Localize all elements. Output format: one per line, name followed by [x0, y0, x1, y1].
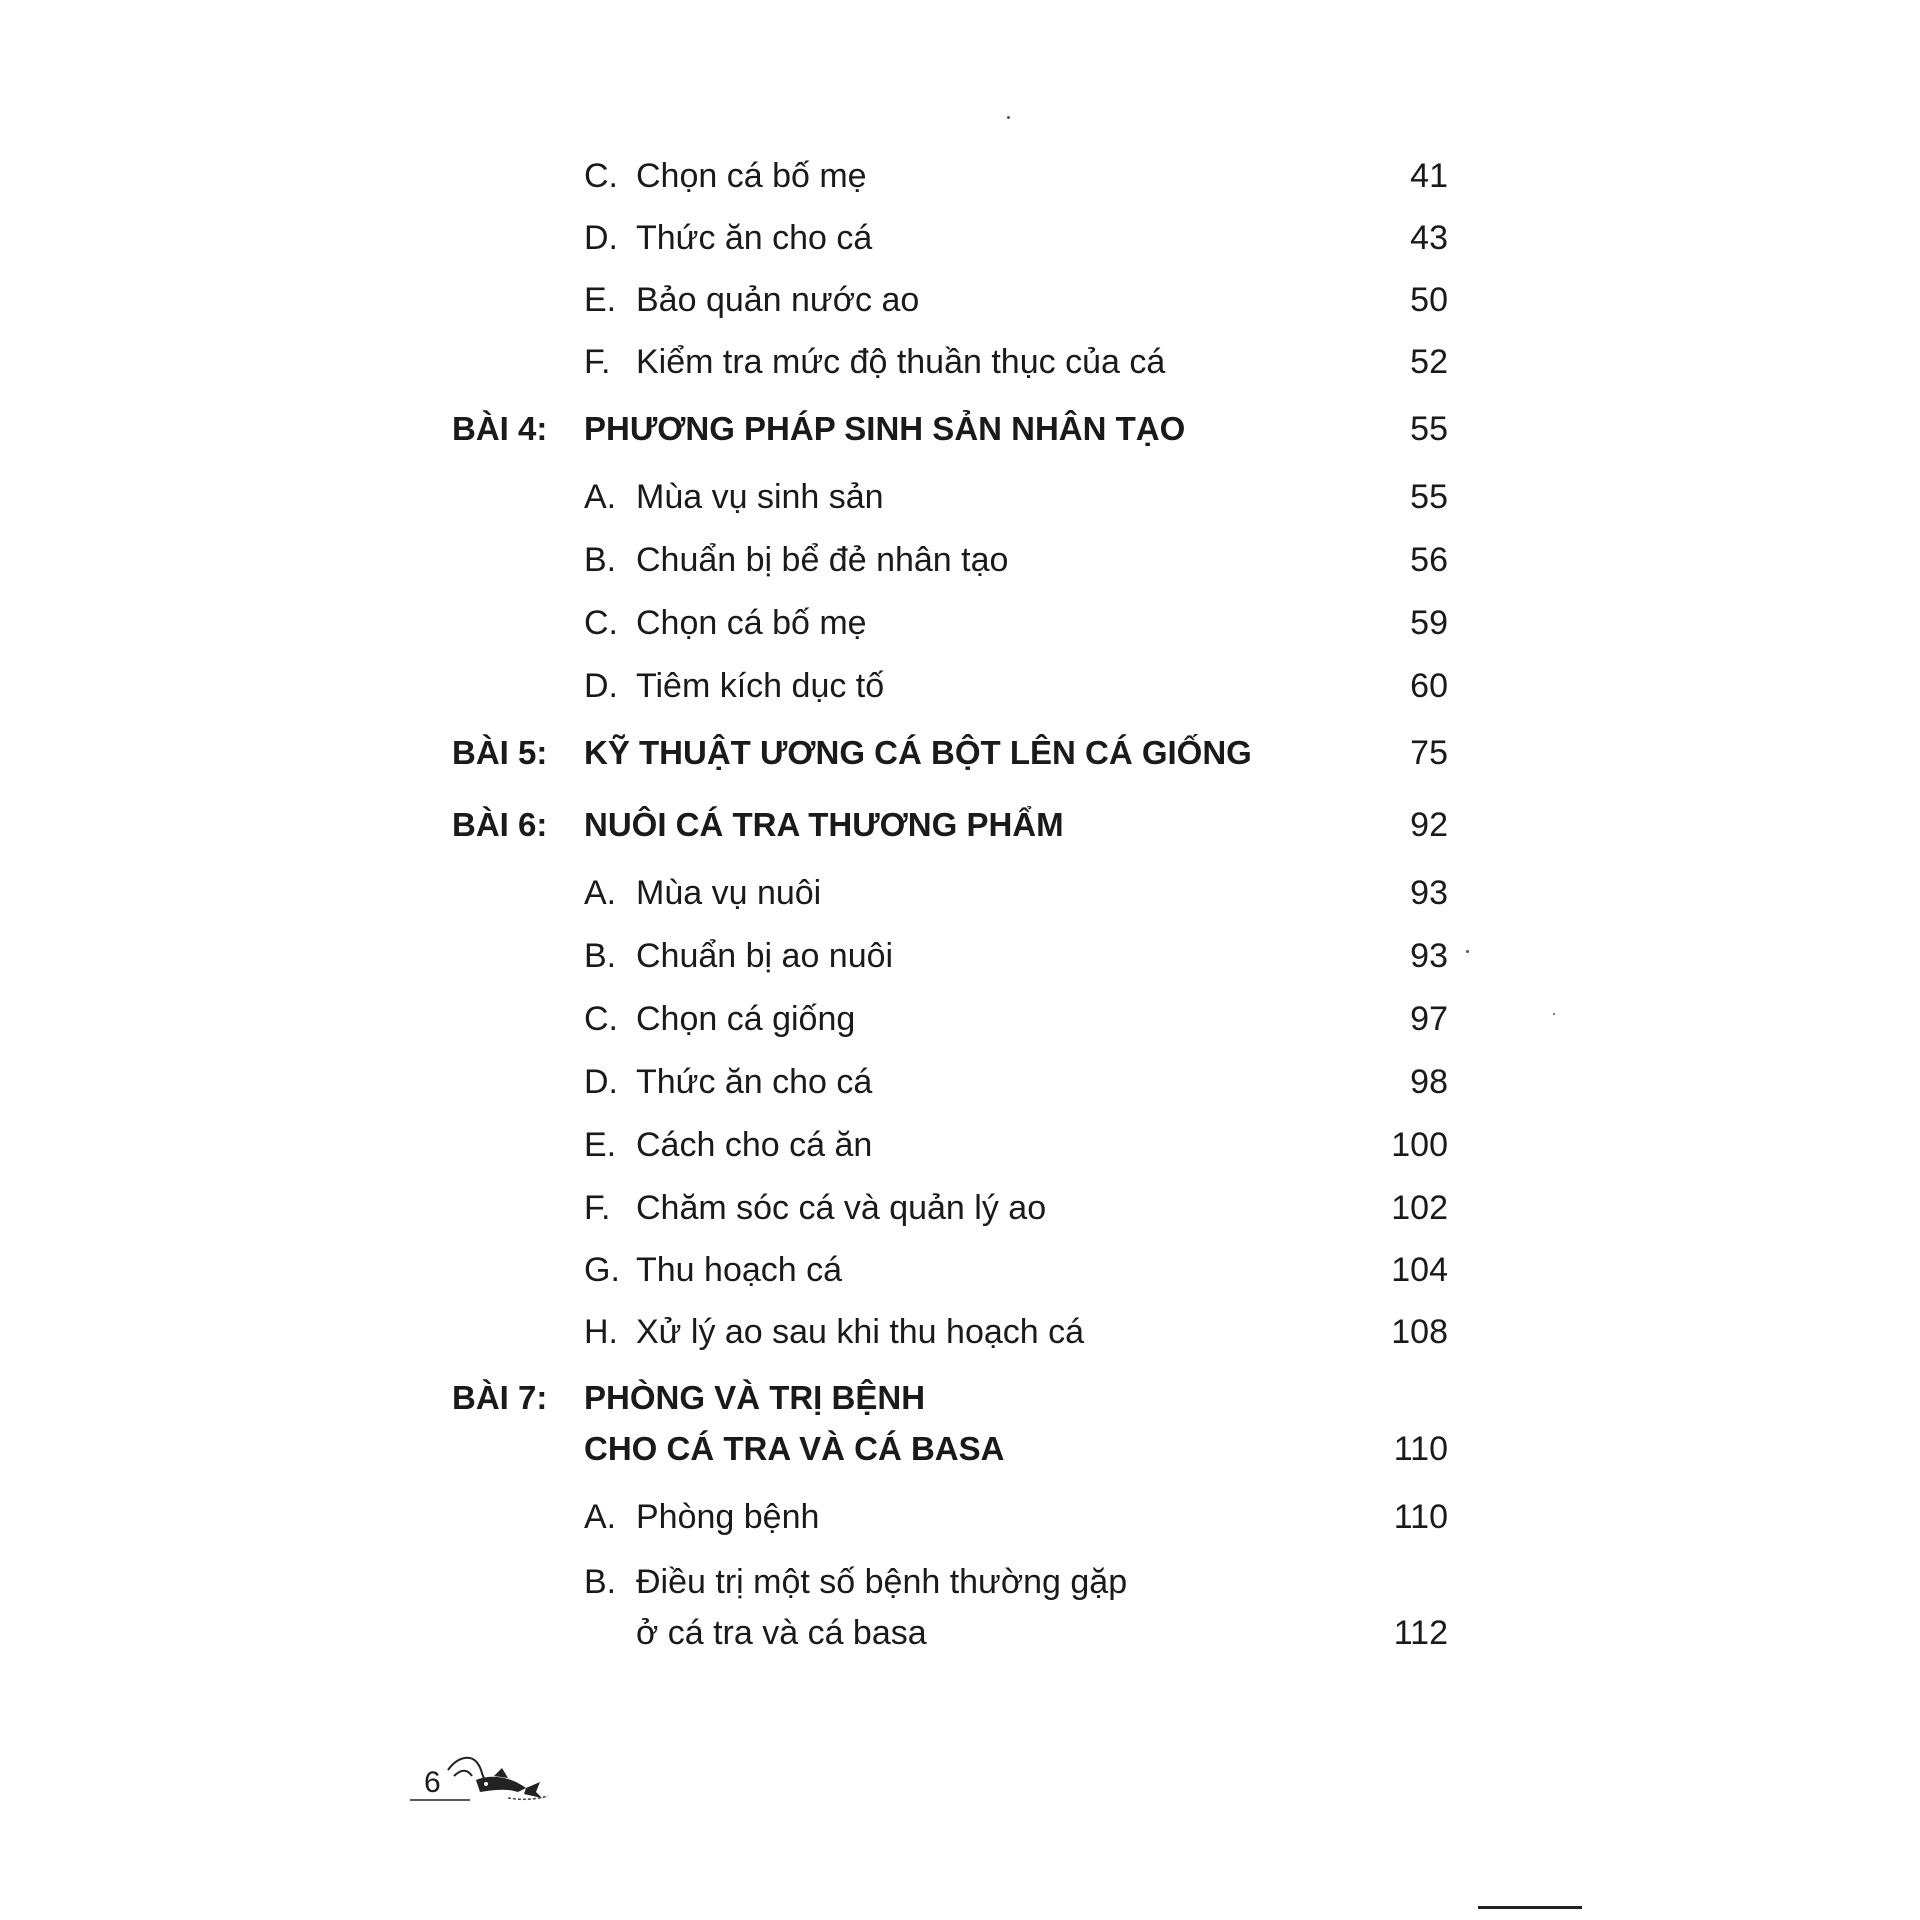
toc-entry-page: 97: [1410, 1000, 1448, 1038]
toc-entry-title: H. Xử lý ao sau khi thu hoạch cá: [584, 1310, 1084, 1354]
toc-entry-letter: D.: [584, 219, 618, 257]
toc-entry-page: 100: [1391, 1126, 1448, 1164]
toc-entry-page: 110: [1393, 1498, 1448, 1536]
toc-entry: [0, 1248, 1920, 1292]
toc-entry: [0, 154, 1920, 198]
toc-entry: [0, 1310, 1920, 1354]
toc-entry-letter: C.: [584, 157, 618, 195]
toc-entry-letter: A.: [584, 478, 617, 516]
chapter-label: BÀI 7:: [452, 1379, 548, 1416]
toc-chapter: [0, 731, 1920, 775]
toc-entry-letter: C.: [584, 604, 618, 642]
scan-speck: [1553, 1013, 1555, 1015]
toc-entry: [0, 1560, 1920, 1604]
toc-entry-letter: E.: [584, 1126, 617, 1164]
toc-chapter-continuation: [0, 1427, 1920, 1471]
toc-entry-page: 55: [1410, 478, 1448, 516]
toc-entry: [0, 601, 1920, 645]
chapter-label: BÀI 4:: [452, 410, 548, 447]
toc-entry-title: B. Điều trị một số bệnh thường gặp: [584, 1560, 1127, 1604]
toc-entry-page: 93: [1410, 874, 1448, 912]
toc-entry-title: C. Chọn cá giống: [584, 997, 855, 1041]
toc-entry-title: F. Chăm sóc cá và quản lý ao: [584, 1186, 1046, 1230]
toc-entry-letter: G.: [584, 1251, 620, 1289]
toc-entry-letter: C.: [584, 1000, 618, 1038]
toc-entry-page: 43: [1410, 219, 1448, 257]
toc-entry-title: D. Tiêm kích dục tố: [584, 664, 884, 708]
toc-entry-letter: B.: [584, 541, 617, 579]
toc-entry-title: D. Thức ăn cho cá: [584, 1060, 872, 1104]
chapter-title: PHƯƠNG PHÁP SINH SẢN NHÂN TẠO: [584, 410, 1186, 447]
toc-entry: [0, 664, 1920, 708]
chapter-title: NUÔI CÁ TRA THƯƠNG PHẨM: [584, 806, 1064, 843]
toc-chapter: [0, 407, 1920, 451]
toc-entry: [0, 1123, 1920, 1167]
toc-entry: [0, 871, 1920, 915]
toc-entry-page: 102: [1391, 1189, 1448, 1227]
toc-entry: [0, 216, 1920, 260]
toc-entry-page: 110: [1393, 1430, 1448, 1468]
toc-entry-page: 108: [1391, 1313, 1448, 1351]
toc-entry: [0, 1060, 1920, 1104]
toc-entry-page: 52: [1410, 343, 1448, 381]
toc-entry-letter: D.: [584, 667, 618, 705]
toc-entry-title: A. Mùa vụ sinh sản: [584, 475, 884, 519]
toc-entry-page: 59: [1410, 604, 1448, 642]
toc-entry-letter: D.: [584, 1063, 618, 1101]
toc-entry-page: 60: [1410, 667, 1448, 705]
chapter-title: CHO CÁ TRA VÀ CÁ BASA: [584, 1430, 1005, 1467]
toc-entry-page: 93: [1410, 937, 1448, 975]
toc-entry-title: C. Chọn cá bố mẹ: [584, 154, 867, 198]
toc-entry-letter: A.: [584, 874, 617, 912]
scan-edge-line: [1478, 1906, 1582, 1909]
toc-entry-page: 75: [1410, 734, 1448, 772]
toc-entry-page: 104: [1391, 1251, 1448, 1289]
scan-speck: [1466, 950, 1469, 953]
toc-entry-page: 56: [1410, 541, 1448, 579]
toc-entry-title: A. Mùa vụ nuôi: [584, 871, 821, 915]
toc-chapter: [0, 1376, 1920, 1420]
toc-entry-title: C. Chọn cá bố mẹ: [584, 601, 867, 645]
toc-entry-page: 112: [1393, 1614, 1448, 1652]
toc-entry: [0, 1186, 1920, 1230]
toc-entry-title: G. Thu hoạch cá: [584, 1248, 842, 1292]
toc-entry-title: F. Kiểm tra mức độ thuần thục của cá: [584, 340, 1165, 384]
toc-entry-page: 98: [1410, 1063, 1448, 1101]
toc-entry-letter: B.: [584, 1563, 617, 1601]
toc-entry: [0, 538, 1920, 582]
toc-entry-letter: F.: [584, 1189, 611, 1227]
chapter-title: KỸ THUẬT ƯƠNG CÁ BỘT LÊN CÁ GIỐNG: [584, 734, 1252, 771]
toc-entry-letter: A.: [584, 1498, 617, 1536]
toc-entry-page: 55: [1410, 410, 1448, 448]
toc-entry-page: 41: [1410, 157, 1448, 195]
toc-entry-letter: E.: [584, 281, 617, 319]
toc-entry-title: E. Bảo quản nước ao: [584, 278, 919, 322]
toc-chapter: [0, 803, 1920, 847]
toc-entry-title: ở cá tra và cá basa: [636, 1614, 927, 1652]
toc-entry-title: B. Chuẩn bị bể đẻ nhân tạo: [584, 538, 1008, 582]
toc-entry-letter: F.: [584, 343, 611, 381]
toc-entry: [0, 934, 1920, 978]
toc-entry-letter: B.: [584, 937, 617, 975]
toc-entry-continuation: [0, 1611, 1920, 1655]
toc-entry-title: B. Chuẩn bị ao nuôi: [584, 934, 893, 978]
toc-entry-title: A. Phòng bệnh: [584, 1495, 819, 1539]
toc-entry-title: E. Cách cho cá ăn: [584, 1123, 872, 1167]
scan-speck: [1007, 116, 1010, 119]
toc-entry-letter: H.: [584, 1313, 618, 1351]
toc-entry: [0, 1495, 1920, 1539]
toc-entry: [0, 278, 1920, 322]
chapter-label: BÀI 6:: [452, 806, 548, 843]
chapter-label: BÀI 5:: [452, 734, 548, 771]
page-number: 6: [424, 1766, 441, 1799]
toc-entry-title: D. Thức ăn cho cá: [584, 216, 872, 260]
chapter-title: PHÒNG VÀ TRỊ BỆNH: [584, 1379, 926, 1416]
toc-entry-page: 50: [1410, 281, 1448, 319]
toc-entry-page: 92: [1410, 806, 1448, 844]
toc-entry: [0, 475, 1920, 519]
toc-entry: [0, 340, 1920, 384]
toc-entry: [0, 997, 1920, 1041]
